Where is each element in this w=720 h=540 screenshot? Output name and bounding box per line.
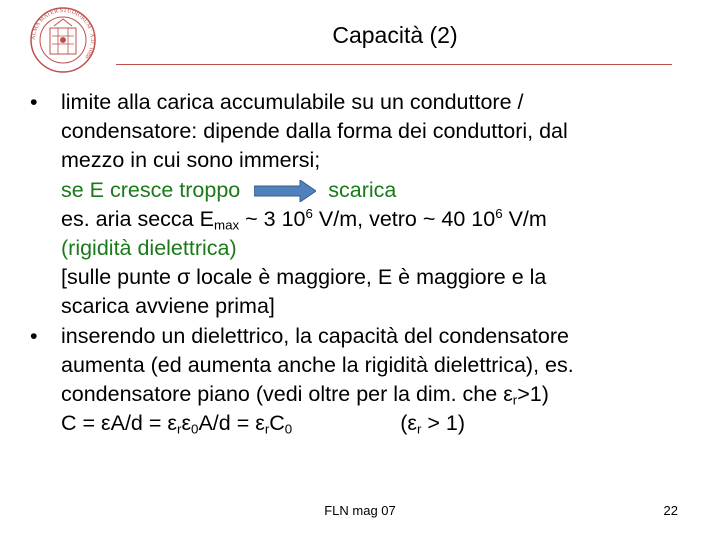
subscript: 0 [191, 421, 199, 437]
formula-part: > 1) [421, 411, 466, 436]
bullet-dot: • [30, 90, 38, 114]
slide-body [30, 88, 690, 438]
formula-line [61, 409, 690, 438]
bullet-line: inserendo un dielettrico, la capacità del condensatore [61, 323, 569, 348]
bullet-line-rigidita: (rigidità dielettrica) [61, 236, 237, 261]
footer-text: FLN mag 07 [324, 503, 396, 518]
bullet-line: condensatore: dipende dalla forma dei conduttori, dal [61, 119, 568, 144]
slide-title: Capacità (2) [332, 22, 458, 48]
subscript: r [264, 421, 270, 437]
bullet-text: condensatore piano (vedi oltre per la dim. che ε [61, 382, 513, 407]
bullet-line: mezzo in cui sono immersi; [61, 148, 321, 173]
subscript: r [416, 421, 422, 437]
green-text-cresce: se E cresce troppo [61, 177, 241, 202]
bullet-line [61, 380, 690, 409]
subscript: 0 [284, 421, 293, 437]
emax-subscript: max [213, 217, 240, 233]
university-seal-icon [24, 6, 102, 74]
formula-part: ε [181, 411, 192, 436]
right-arrow-icon [254, 180, 316, 202]
formula-part: C [269, 411, 285, 436]
bullet-text: >1) [517, 382, 549, 407]
bullet-line: limite alla carica accumulabile su un conduttore / [61, 90, 524, 114]
bullet-line-example [61, 205, 690, 234]
example-prefix: es. aria secca E [61, 206, 214, 231]
bullet-line: scarica avviene prima] [61, 294, 275, 319]
exponent: 6 [305, 205, 313, 221]
example-glass-value: V/m, vetro ~ 40 10 [312, 206, 496, 231]
bullet-line-green [61, 176, 690, 205]
bullet-item-limite [30, 88, 690, 322]
title-divider [116, 64, 672, 65]
formula-part: (ε [400, 411, 417, 436]
formula-part: A/d = ε [198, 411, 265, 436]
bullet-item-dielettrico [30, 322, 690, 439]
example-unit: V/m [502, 206, 547, 231]
page-number: 22 [663, 503, 678, 518]
example-air-value: ~ 3 10 [239, 206, 306, 231]
subscript: r [176, 421, 182, 437]
bullet-line: [sulle punte σ locale è maggiore, E è maggiore e la [61, 265, 547, 290]
bullet-dot: • [30, 323, 38, 348]
subscript: r [512, 392, 518, 408]
bullet-line: aumenta (ed aumenta anche la rigidità dielettrica), es. [61, 352, 574, 377]
formula-part: C = εA/d = ε [61, 411, 177, 436]
exponent: 6 [495, 205, 503, 221]
green-text-scarica: scarica [328, 177, 397, 202]
seal-ring-text: ALMA MATER STUDIORUM · A.D. 1088 [30, 7, 96, 60]
